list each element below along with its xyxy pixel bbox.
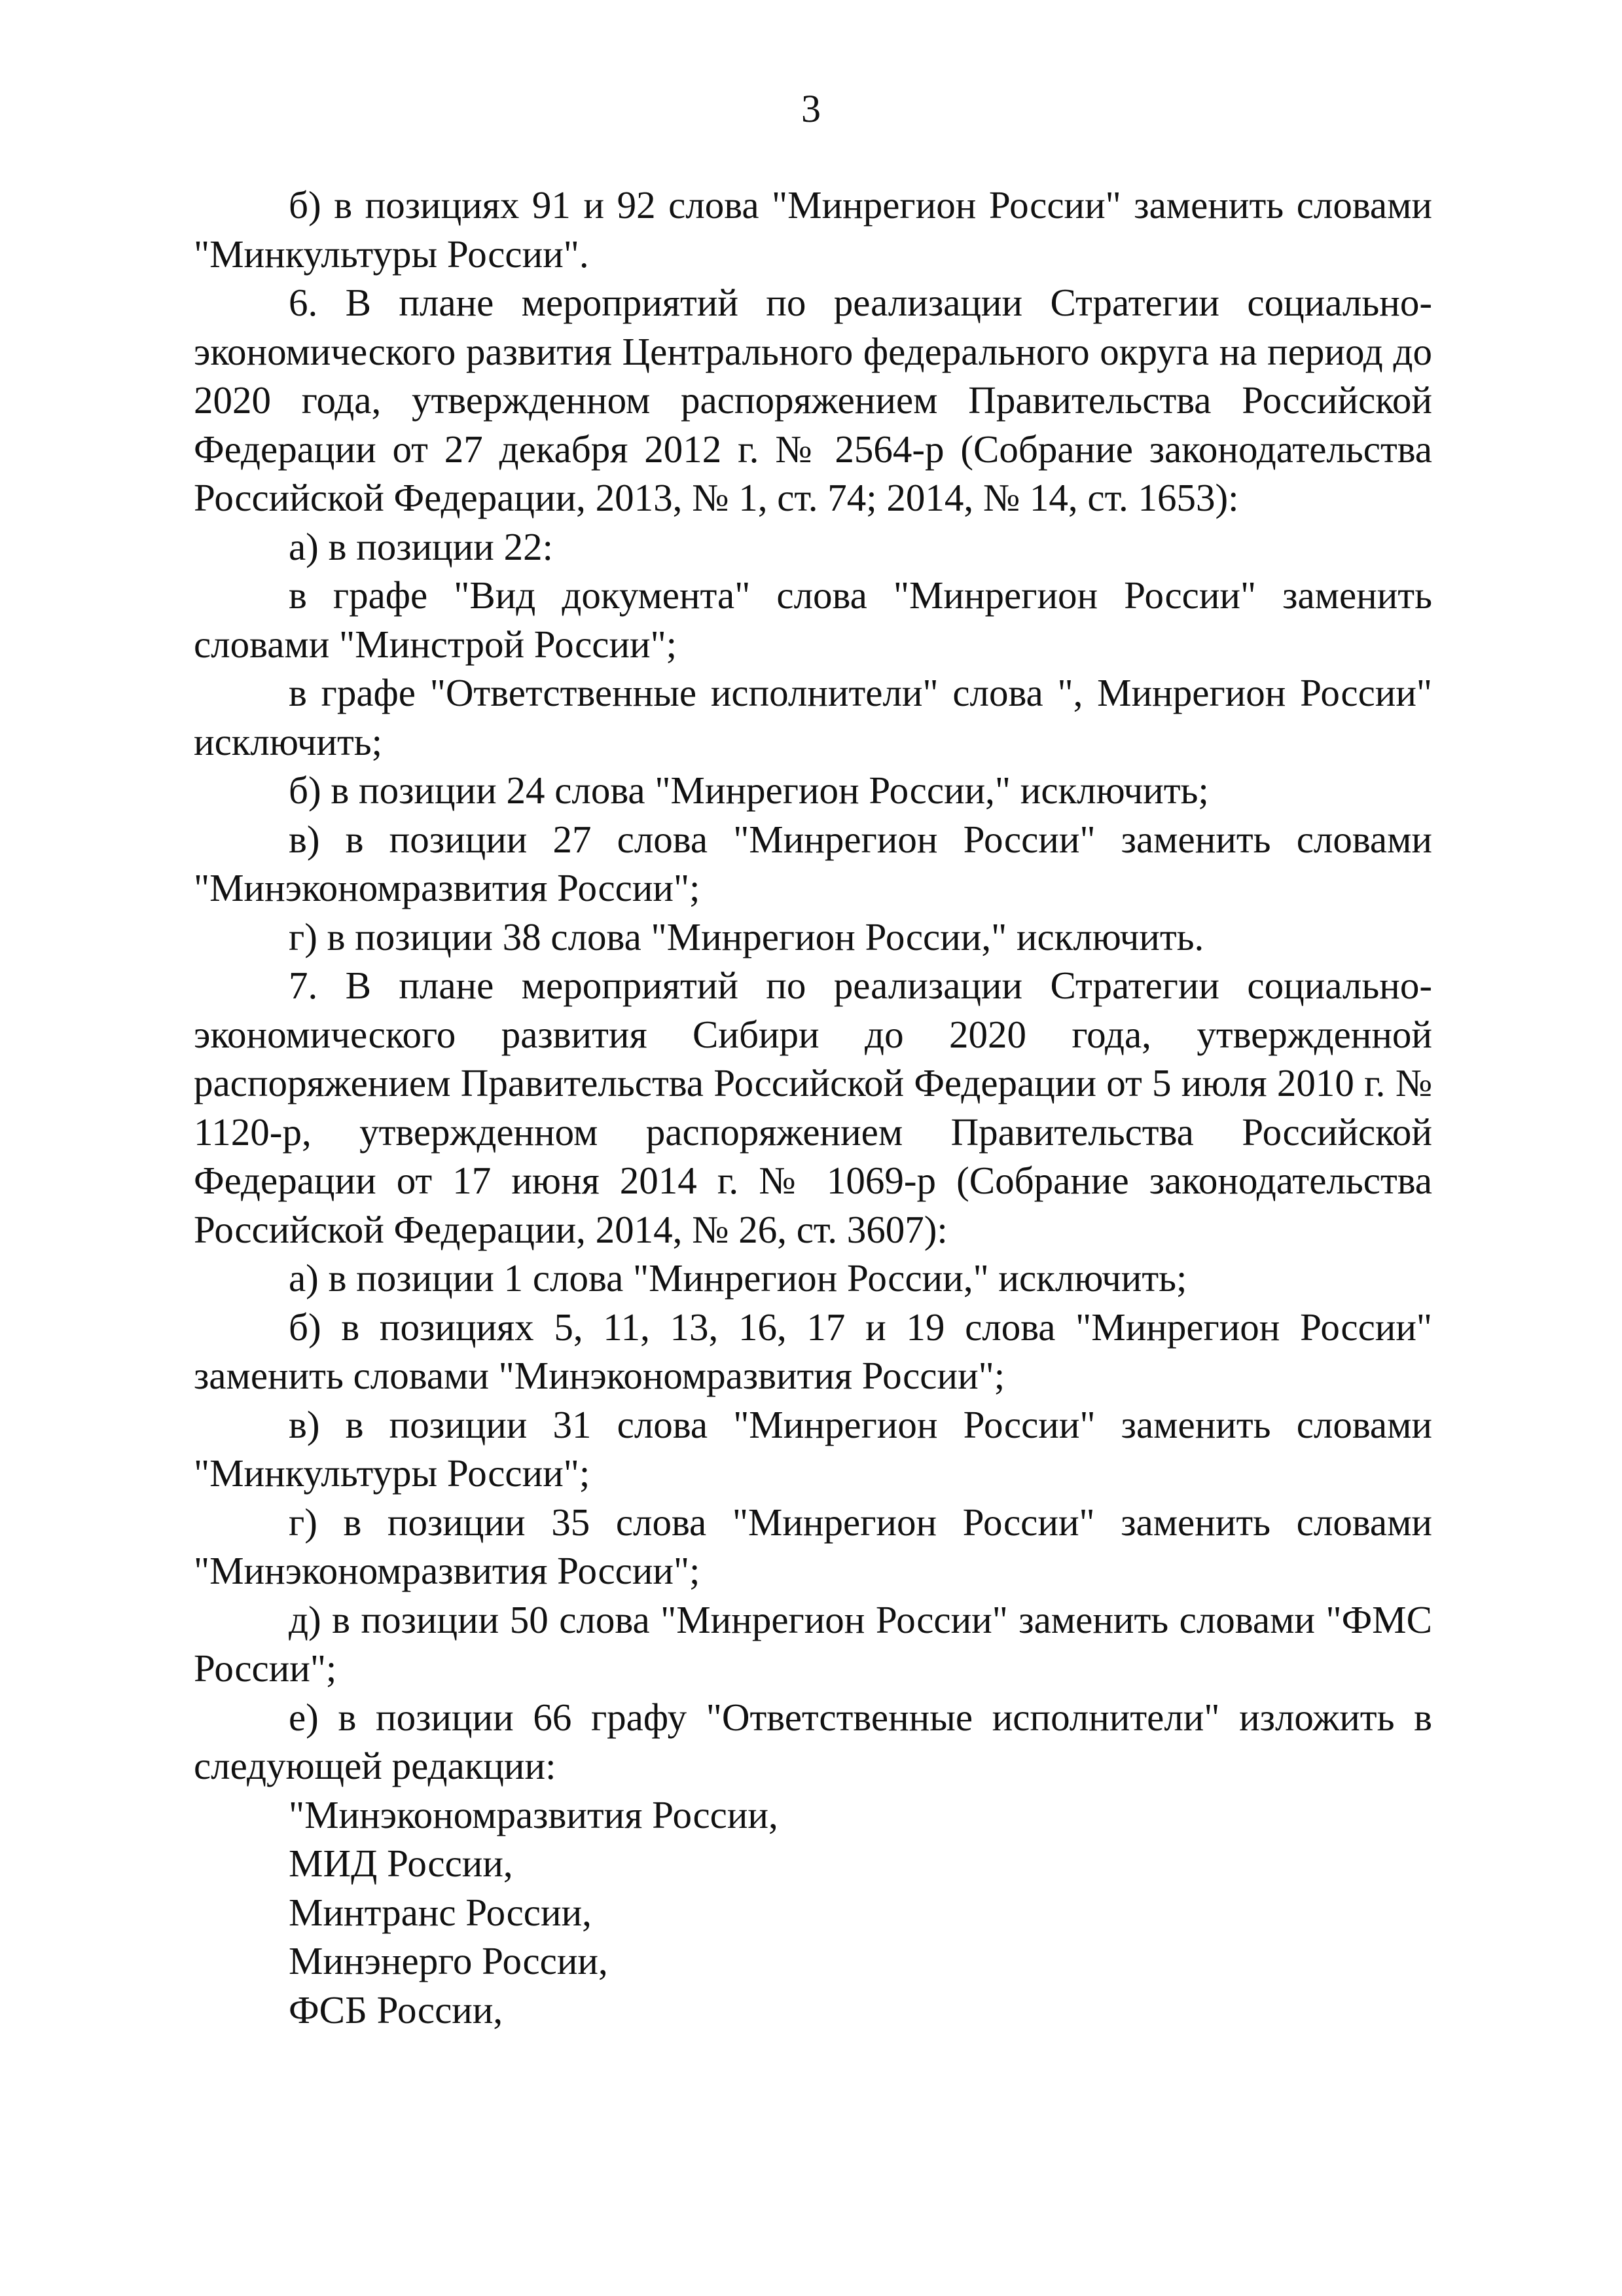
list-item: ФСБ России, (289, 1988, 503, 2032)
paragraph: б) в позициях 5, 11, 13, 16, 17 и 19 слова "Минрегион России" заменить словами "Минэкономразвития России"; (194, 1305, 1432, 1397)
paragraph: д) в позиции 50 слова "Минрегион России" заменить словами "ФМС России"; (194, 1597, 1432, 1690)
paragraph: б) в позиции 24 слова "Минрегион России," исключить; (289, 769, 1209, 812)
paragraph: г) в позиции 35 слова "Минрегион России" заменить словами "Минэкономразвития России"; (194, 1500, 1432, 1592)
list-item: МИД России, (289, 1842, 513, 1885)
paragraph: б) в позициях 91 и 92 слова "Минрегион России" заменить словами "Минкультуры России". (194, 183, 1432, 276)
paragraph: в) в позиции 27 слова "Минрегион России" заменить словами "Минэкономразвития России"; (194, 817, 1432, 909)
paragraph: а) в позиции 1 слова "Минрегион России," исключить; (289, 1256, 1187, 1300)
list-item: Минэнерго России, (289, 1939, 608, 1982)
paragraph: е) в позиции 66 графу "Ответственные исполнители" изложить в следующей редакции: (194, 1695, 1432, 1787)
document-body (194, 181, 1432, 2034)
paragraph: 7. В плане мероприятий по реализации Стратегии социально-экономического развития Сибири до 2020 года, утвержденной распоряжением Правительства Российской Федерации от 5 июля 2010 г. № 1120-р, утвержденном распоряжением Правительства Российской Федерации от 17 июня 2014 г. № 1069-р (Собрание законодательства Российской Федерации, 2014, № 26, ст. 3607): (194, 964, 1432, 1251)
page-number: 3 (801, 87, 821, 130)
paragraph: г) в позиции 38 слова "Минрегион России," исключить. (289, 915, 1204, 958)
list-item: "Минэкономразвития России, (289, 1793, 778, 1836)
paragraph: 6. В плане мероприятий по реализации Стратегии социально-экономического развития Центрального федерального округа на период до 2020 года, утвержденном распоряжением Правительства Российской Федерации от 27 декабря 2012 г. № 2564-р (Собрание законодательства Российской Федерации, 2013, № 1, ст. 74; 2014, № 14, ст. 1653): (194, 281, 1432, 519)
paragraph: в графе "Вид документа" слова "Минрегион России" заменить словами "Минстрой России"; (194, 574, 1432, 666)
paragraph: в графе "Ответственные исполнители" слова ", Минрегион России" исключить; (194, 671, 1432, 763)
paragraph: а) в позиции 22: (289, 524, 554, 568)
paragraph: в) в позиции 31 слова "Минрегион России" заменить словами "Минкультуры России"; (194, 1402, 1432, 1495)
list-item: Минтранс России, (289, 1890, 592, 1934)
